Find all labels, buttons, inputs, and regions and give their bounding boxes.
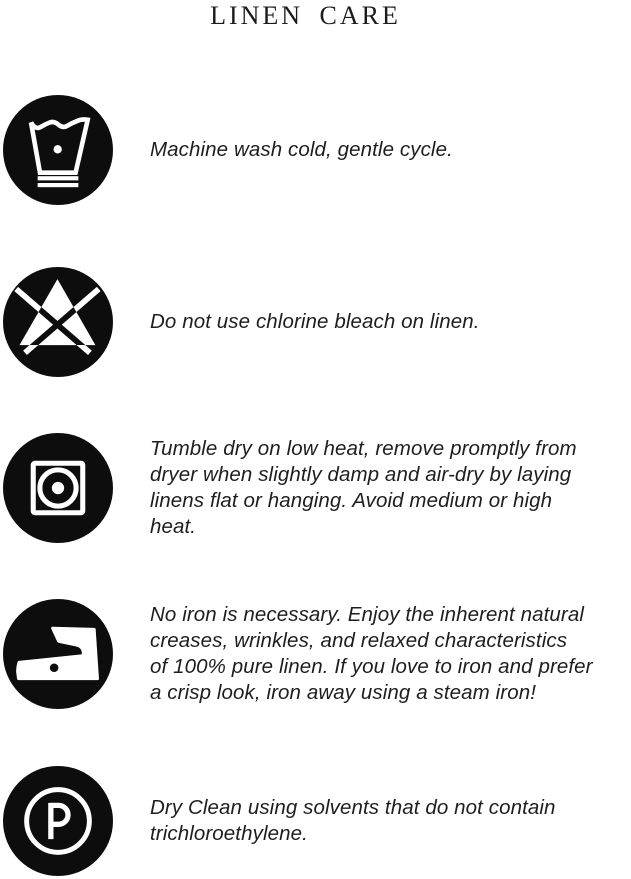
care-item (3, 267, 631, 377)
care-text-line: Dry Clean using solvents that do not contain (150, 796, 556, 819)
tumble-dry-icon (3, 433, 113, 543)
care-item-text (150, 795, 556, 847)
care-item (3, 599, 631, 709)
care-text-line: dryer when slightly damp and air-dry by laying (150, 463, 572, 486)
care-text-line: Machine wash cold, gentle cycle. (150, 138, 453, 161)
machine-wash-icon (3, 95, 113, 205)
care-item-text (150, 309, 480, 335)
care-text-line: of 100% pure linen. If you love to iron and prefer (150, 655, 593, 678)
care-text-line: Tumble dry on low heat, remove promptly from (150, 437, 577, 460)
care-item-text (150, 602, 593, 706)
care-text-line: a crisp look, iron away using a steam iron! (150, 681, 537, 704)
care-item (3, 95, 631, 205)
care-text-line: heat. (150, 515, 197, 538)
no-bleach-icon (3, 267, 113, 377)
page-title: LINEN CARE (210, 1, 401, 30)
care-item (3, 766, 631, 876)
care-text-line: Do not use chlorine bleach on linen. (150, 310, 480, 333)
care-text-line: creases, wrinkles, and relaxed characteristics (150, 629, 568, 652)
dry-clean-icon (3, 766, 113, 876)
care-text-line: No iron is necessary. Enjoy the inherent natural (150, 603, 585, 626)
care-item (3, 433, 631, 543)
care-text-line: trichloroethylene. (150, 822, 308, 845)
care-item-text (150, 436, 577, 540)
iron-icon (3, 599, 113, 709)
care-item-text (150, 137, 453, 163)
care-text-line: linens flat or hanging. Avoid medium or high (150, 489, 553, 512)
